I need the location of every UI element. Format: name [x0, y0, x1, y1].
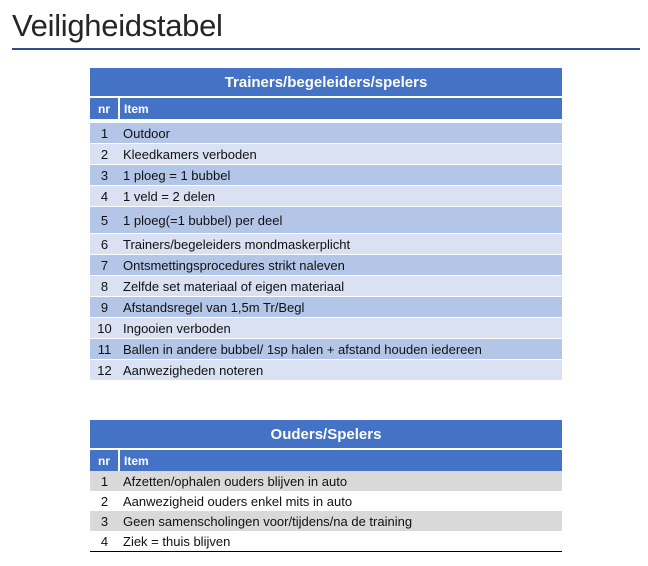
- table-row: [90, 360, 562, 381]
- table-row: [90, 255, 562, 276]
- row-item: Zelfde set materiaal of eigen materiaal: [119, 276, 562, 297]
- row-number: 4: [90, 531, 119, 552]
- row-number: 10: [90, 318, 119, 339]
- page-title: Veiligheidstabel: [12, 8, 223, 43]
- table-row: [90, 339, 562, 360]
- table-row: [90, 491, 562, 511]
- parents-col-item-header: Item: [119, 449, 562, 471]
- table-row: [90, 207, 562, 234]
- table-row: [90, 511, 562, 531]
- row-item: Ziek = thuis blijven: [119, 531, 562, 552]
- table-row: [90, 276, 562, 297]
- row-number: 3: [90, 511, 119, 531]
- title-divider: [12, 48, 640, 50]
- row-number: 2: [90, 491, 119, 511]
- table-row: [90, 531, 562, 552]
- parents-col-nr-header: nr: [90, 449, 119, 471]
- trainers-table: [90, 68, 562, 380]
- row-number: 7: [90, 255, 119, 276]
- row-number: 6: [90, 234, 119, 255]
- table-row: [90, 297, 562, 318]
- row-item: Kleedkamers verboden: [119, 144, 562, 165]
- trainers-col-item-header: Item: [119, 97, 562, 121]
- row-number: 8: [90, 276, 119, 297]
- row-number: 2: [90, 144, 119, 165]
- row-item: Ontsmettingsprocedures strikt naleven: [119, 255, 562, 276]
- row-item: 1 ploeg = 1 bubbel: [119, 165, 562, 186]
- table-row: [90, 144, 562, 165]
- row-item: Outdoor: [119, 121, 562, 144]
- row-number: 5: [90, 207, 119, 234]
- row-item: Aanwezigheid ouders enkel mits in auto: [119, 491, 562, 511]
- row-item: Aanwezigheden noteren: [119, 360, 562, 381]
- table-row: [90, 121, 562, 144]
- row-item: Afstandsregel van 1,5m Tr/Begl: [119, 297, 562, 318]
- parents-table-title: Ouders/Spelers: [90, 420, 562, 449]
- row-number: 1: [90, 121, 119, 144]
- row-item: 1 ploeg(=1 bubbel) per deel: [119, 207, 562, 234]
- row-number: 9: [90, 297, 119, 318]
- row-number: 1: [90, 471, 119, 491]
- row-number: 12: [90, 360, 119, 381]
- trainers-col-nr-header: nr: [90, 97, 119, 121]
- table-row: [90, 165, 562, 186]
- table-row: [90, 471, 562, 491]
- row-item: Ingooien verboden: [119, 318, 562, 339]
- row-number: 4: [90, 186, 119, 207]
- table-row: [90, 186, 562, 207]
- trainers-table-title: Trainers/begeleiders/spelers: [90, 68, 562, 97]
- parents-table: [90, 420, 562, 552]
- row-item: Ballen in andere bubbel/ 1sp halen + afstand houden iedereen: [119, 339, 562, 360]
- row-number: 3: [90, 165, 119, 186]
- row-item: Geen samenscholingen voor/tijdens/na de training: [119, 511, 562, 531]
- row-item: 1 veld = 2 delen: [119, 186, 562, 207]
- row-item: Afzetten/ophalen ouders blijven in auto: [119, 471, 562, 491]
- table-row: [90, 318, 562, 339]
- row-number: 11: [90, 339, 119, 360]
- row-item: Trainers/begeleiders mondmaskerplicht: [119, 234, 562, 255]
- table-row: [90, 234, 562, 255]
